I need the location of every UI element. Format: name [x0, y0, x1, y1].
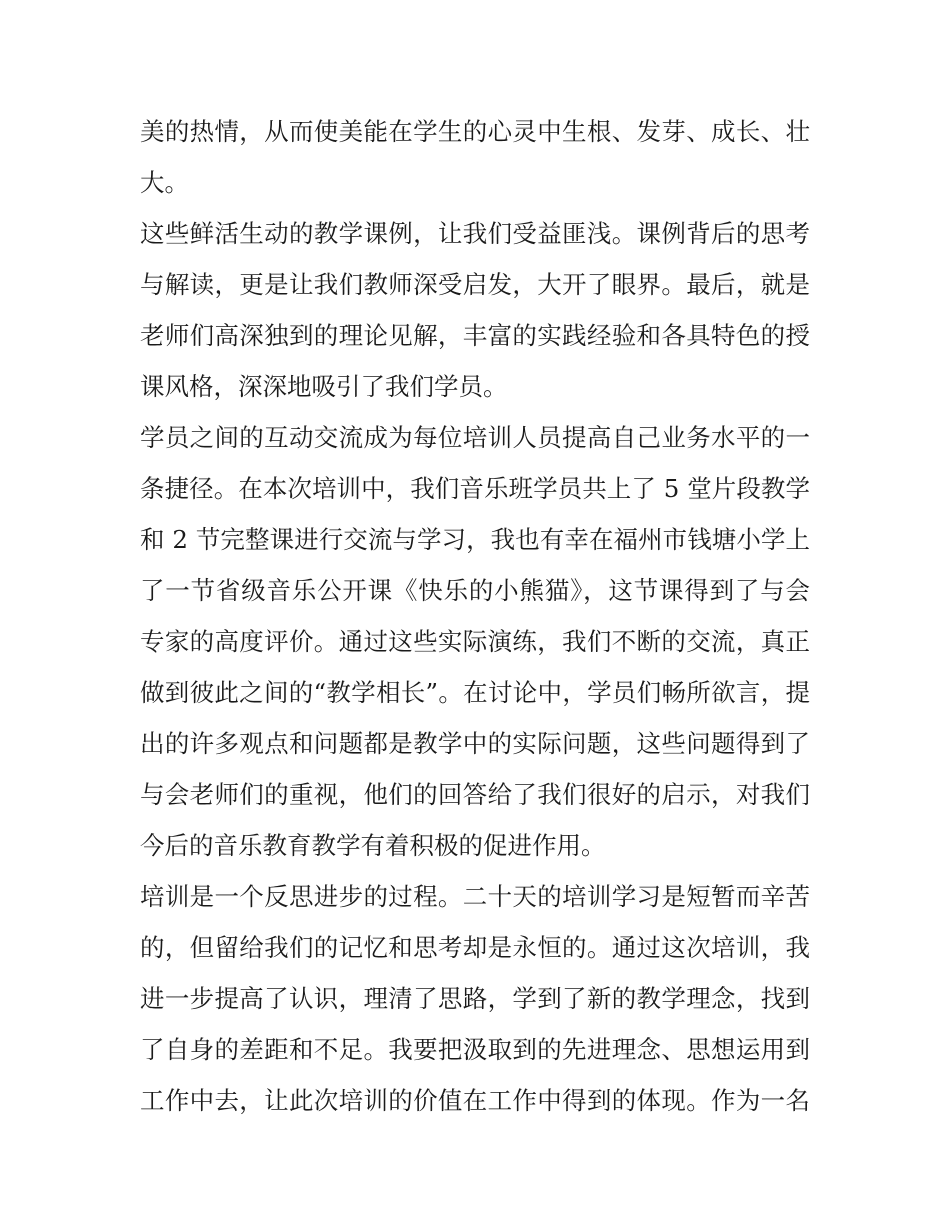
text-line-10: 了一节省级音乐公开课《快乐的小熊猫》，这节课得到了与会	[140, 576, 810, 605]
text-line-3: 这些鲜活生动的教学课例，让我们受益匪浅。课例背后的思考	[140, 219, 810, 248]
text-line-11: 专家的高度评价。通过这些实际演练，我们不断的交流，真正	[140, 627, 810, 656]
text-line-1: 美的热情，从而使美能在学生的心灵中生根、发芽、成长、壮	[140, 117, 810, 146]
text-line-20: 工作中去，让此次培训的价值在工作中得到的体现。作为一名	[140, 1086, 810, 1115]
text-line-4: 与解读，更是让我们教师深受启发，大开了眼界。最后，就是	[140, 270, 810, 299]
text-line-17: 的，但留给我们的记忆和思考却是永恒的。通过这次培训，我	[140, 933, 810, 962]
text-line-9: 和 2 节完整课进行交流与学习，我也有幸在福州市钱塘小学上	[140, 525, 810, 554]
text-line-2: 大。	[140, 168, 189, 197]
text-line-15: 今后的音乐教育教学有着积极的促进作用。	[140, 831, 606, 860]
text-line-19: 了自身的差距和不足。我要把汲取到的先进理念、思想运用到	[140, 1035, 810, 1064]
text-line-14: 与会老师们的重视，他们的回答给了我们很好的启示，对我们	[140, 780, 810, 809]
text-line-8: 条捷径。在本次培训中，我们音乐班学员共上了 5 堂片段教学	[140, 474, 810, 503]
text-line-5: 老师们高深独到的理论见解，丰富的实践经验和各具特色的授	[140, 321, 810, 350]
text-line-6: 课风格，深深地吸引了我们学员。	[140, 372, 508, 401]
document-body	[140, 106, 810, 1126]
text-line-16: 培训是一个反思进步的过程。二十天的培训学习是短暂而辛苦	[140, 882, 810, 911]
text-line-7: 学员之间的互动交流成为每位培训人员提高自己业务水平的一	[140, 423, 810, 452]
text-line-18: 进一步提高了认识，理清了思路，学到了新的教学理念，找到	[140, 984, 810, 1013]
text-line-12: 做到彼此之间的“教学相长”。在讨论中，学员们畅所欲言，提	[140, 678, 810, 707]
text-line-13: 出的许多观点和问题都是教学中的实际问题，这些问题得到了	[140, 729, 810, 758]
